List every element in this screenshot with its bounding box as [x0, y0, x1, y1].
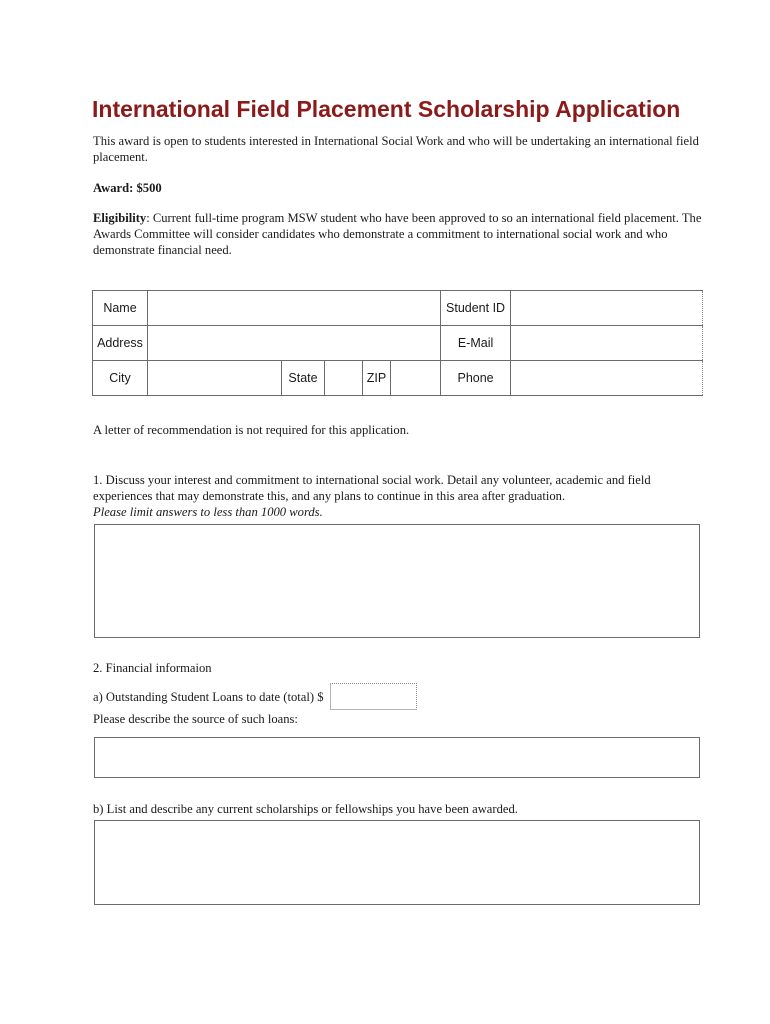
name-field[interactable]: [148, 291, 441, 326]
form-title: International Field Placement Scholarship Application: [92, 96, 681, 122]
recommendation-note: A letter of recommendation is not required for this application.: [93, 423, 410, 437]
address-field[interactable]: [148, 326, 441, 361]
phone-field[interactable]: [511, 361, 703, 396]
question-1-limit: Please limit answers to less than 1000 words.: [93, 505, 323, 519]
loan-source-label: Please describe the source of such loans:: [93, 712, 298, 726]
state-field[interactable]: [325, 361, 363, 396]
email-field[interactable]: [511, 326, 703, 361]
eligibility-paragraph: [93, 210, 713, 258]
applicant-info-table: [92, 290, 703, 396]
phone-label: Phone: [441, 361, 511, 396]
table-row: [93, 361, 703, 396]
student-id-label: Student ID: [441, 291, 511, 326]
eligibility-label: Eligibility: [93, 211, 147, 225]
intro-paragraph: This award is open to students interested in International Social Work and who will be undertaking an international field placement.: [93, 134, 699, 164]
address-label: Address: [93, 326, 148, 361]
table-row: [93, 291, 703, 326]
scholarships-label: b) List and describe any current scholarships or fellowships you have been awarded.: [93, 802, 518, 816]
student-loans-label: a) Outstanding Student Loans to date (total) $: [93, 690, 324, 704]
zip-label: ZIP: [363, 361, 391, 396]
question-1-text: 1. Discuss your interest and commitment to international social work. Detail any volunteer, academic and field experiences that may demonstrate this, and any plans to continue in this area after graduation.: [93, 473, 651, 503]
email-label: E-Mail: [441, 326, 511, 361]
award-amount: Award: $500: [93, 181, 162, 195]
question-1-answer-field[interactable]: [94, 524, 700, 638]
name-label: Name: [93, 291, 148, 326]
city-field[interactable]: [148, 361, 282, 396]
state-label: State: [282, 361, 325, 396]
student-loans-amount-field[interactable]: [330, 683, 417, 710]
question-2-heading: 2. Financial informaion: [93, 661, 212, 675]
question-1: [93, 472, 713, 520]
city-label: City: [93, 361, 148, 396]
zip-field[interactable]: [391, 361, 441, 396]
eligibility-text: : Current full-time program MSW student who have been approved to so an international field placement. The Awards Committee will consider candidates who demonstrate a commitment to international social work and who demonstrate financial need.: [93, 211, 702, 257]
student-id-field[interactable]: [511, 291, 703, 326]
table-row: [93, 326, 703, 361]
scholarships-field[interactable]: [94, 820, 700, 905]
loan-source-field[interactable]: [94, 737, 700, 778]
